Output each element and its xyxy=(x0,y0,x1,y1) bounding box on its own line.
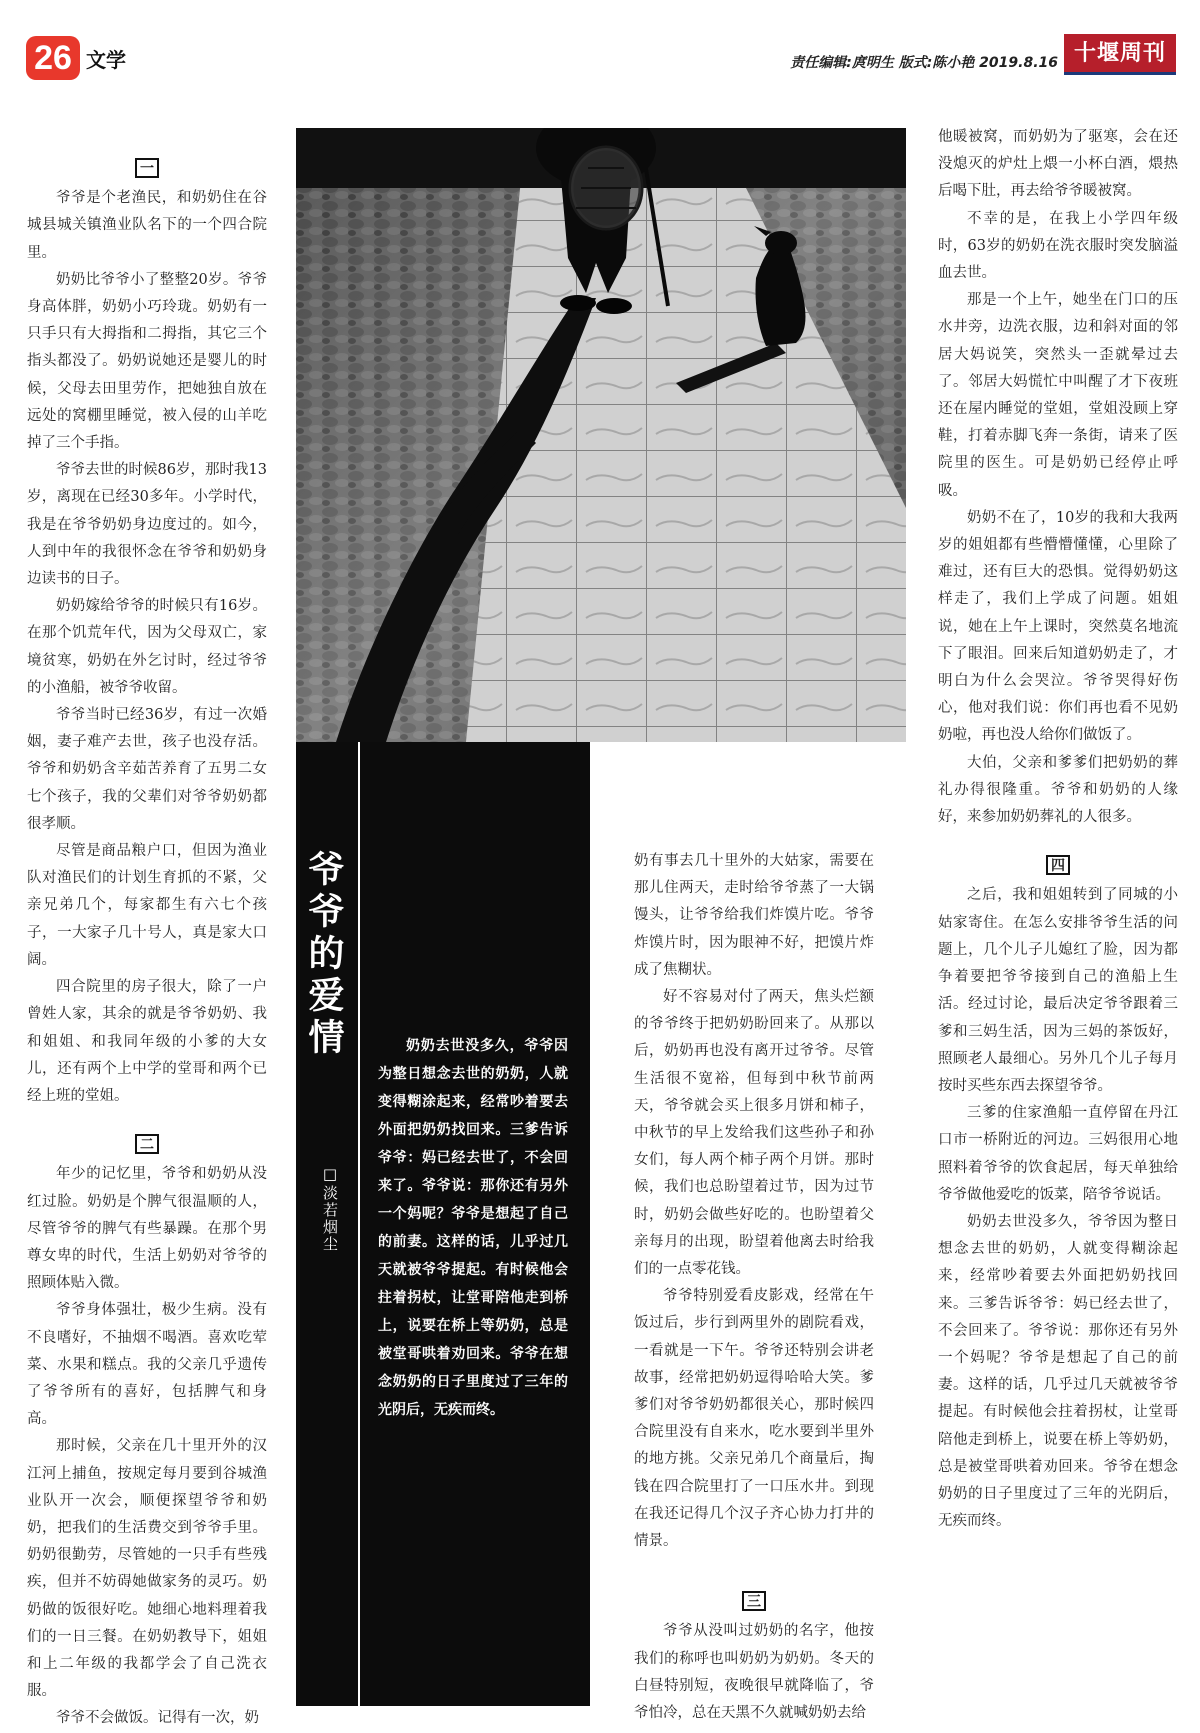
section-heading-1: 一 xyxy=(27,156,267,183)
publication-logo: 十堰周刊 xyxy=(1064,34,1176,72)
article-author: □淡若烟尘 xyxy=(321,1165,339,1253)
paragraph: 那是一个上午，她坐在门口的压水井旁，边洗衣服，边和斜对面的邻居大妈说笑，突然头一歪就晕过去了。邻居大妈慌忙中叫醒了才下夜班还在屋内睡觉的堂姐，堂姐没顾上穿鞋，打着赤脚飞奔一条街，请来了医院里的医生。可是奶奶已经停止呼吸。 xyxy=(938,292,1178,499)
paragraph: 爷爷不会做饭。记得有一次，奶 xyxy=(56,1710,259,1727)
paragraph: 那时候，父亲在几十里开外的汉江河上捕鱼，按规定每月要到谷城渔业队开一次会，顺便探望爷爷和奶奶，把我们的生活费交到爷爷手里。奶奶很勤劳，尽管她的一只手有些残疾，但并不妨碍她做家务的灵巧。奶奶做的饭很好吃。她细心地料理着我们的一日三餐。在奶奶教导下，姐姐和上二年级的我都学会了自己洗衣服。 xyxy=(27,1438,267,1700)
paragraph: 之后，我和姐姐转到了同城的小姑家寄住。在怎么安排爷爷生活的问题上，几个儿子儿媳红了脸，因为都争着要把爷爷接到自己的渔船上生活。经过讨论，最后决定爷爷跟着三爹和三妈生活，因为三妈的茶饭好，照顾老人最细心。另外几个儿子每月按时买些东西去探望爷爷。 xyxy=(938,887,1178,1094)
paragraph: 奶奶嫁给爷爷的时候只有16岁。在那个饥荒年代，因为父母双亡，家境贫寒，奶奶在外乞讨时，经过爷爷的小渔船，被爷爷收留。 xyxy=(27,598,267,696)
section-label: 文学 xyxy=(86,48,126,72)
article-title: 爷爷的爱情 xyxy=(303,850,345,1060)
paragraph: 尽管是商品粮户口，但因为渔业队对渔民们的计划生育抓的不紧，父亲兄弟几个，每家都生有六七个孩子，一大家子几十号人，真是家大口阔。 xyxy=(27,843,267,968)
editor-credits: 责任编辑:庹明生 版式:陈小艳 2019.8.16 xyxy=(790,55,1058,71)
paragraph: 三爹的住家渔船一直停留在丹江口市一桥附近的河边。三妈很用心地照料着爷爷的饮食起居，每天单独给爷爷做他爱吃的饭菜，陪爷爷说话。 xyxy=(938,1105,1178,1203)
article-photo xyxy=(296,128,906,742)
column-4 xyxy=(938,124,1178,1535)
page-number-badge: 26 xyxy=(26,36,80,80)
title-band-divider xyxy=(358,742,360,1706)
paragraph: 他暖被窝，而奶奶为了驱寒，会在还没熄灭的炉灶上煨一小杯白酒，煨热后喝下肚，再去给爷爷暖被窝。 xyxy=(938,129,1178,200)
section-heading-2: 二 xyxy=(27,1132,267,1159)
paragraph: 大伯，父亲和爹爹们把奶奶的葬礼办得很隆重。爷爷和奶奶的人缘好，来参加奶奶葬礼的人很多。 xyxy=(938,754,1178,826)
column-1 xyxy=(27,148,267,1733)
elderly-man-with-dog-photo-icon xyxy=(296,128,906,742)
paragraph: 年少的记忆里，爷爷和奶奶从没红过脸。奶奶是个脾气很温顺的人，尽管爷爷的脾气有些暴躁。在那个男尊女卑的时代，生活上奶奶对爷爷的照顾体贴入微。 xyxy=(27,1166,267,1292)
section-heading-3: 三 xyxy=(634,1589,874,1616)
paragraph: 奶奶比爷爷小了整整20岁。爷爷身高体胖，奶奶小巧玲珑。奶奶有一只手只有大拇指和二拇指，其它三个指头都没了。奶奶说她还是婴儿的时候，父母去田里劳作，把她独自放在远处的窝棚里睡觉，被入侵的山羊吃掉了三个手指。 xyxy=(27,271,267,452)
paragraph: 爷爷特别爱看皮影戏，经常在午饭过后，步行到两里外的剧院看戏，一看就是一下午。爷爷还特别会讲老故事，经常把奶奶逗得哈哈大笑。爹爹们对爷爷奶奶都很关心，那时候四合院里没有自来水，吃水要到半里外的地方挑。父亲兄弟几个商量后，掏钱在四合院里打了一口压水井。到现在我还记得几个汉子齐心协力打井的情景。 xyxy=(634,1288,874,1550)
paragraph: 爷爷去世的时候86岁，那时我13岁，离现在已经30多年。小学时代，我是在爷爷奶奶身边度过的。如今，人到中年的我很怀念在爷爷和奶奶身边读书的日子。 xyxy=(27,462,267,588)
column-3 xyxy=(634,848,874,1727)
paragraph: 奶奶去世没多久，爷爷因为整日想念去世的奶奶，人就变得糊涂起来，经常吵着要去外面把奶奶找回来。三爹告诉爷爷：妈已经去世了，不会回来了。爷爷说：那你还有另外一个妈呢？爷爷是想起了自己的前妻。这样的话，几乎过几天就被爷爷提起。有时候他会拄着拐杖，让堂哥陪他走到桥上，说要在桥上等奶奶，总是被堂哥哄着劝回来。爷爷在想念奶奶的日子里度过了三年的光阴后，无疾而终。 xyxy=(938,1213,1178,1530)
paragraph: 奶奶不在了，10岁的我和大我两岁的姐姐都有些懵懵懂懂，心里除了难过，还有巨大的恐惧。觉得奶奶这样走了，我们上学成了问题。姐姐说，她在上午上课时，突然莫名地流下了眼泪。回来后知道奶奶走了，才明白为什么会哭泣。爷爷哭得好伤心，他对我们说：你们再也看不见奶奶啦，再也没人给你们做饭了。 xyxy=(938,509,1178,744)
logo-underline xyxy=(1064,72,1176,75)
paragraph: 四合院里的房子很大，除了一户曾姓人家，其余的就是爷爷奶奶、我和姐姐、和我同年级的小爹的大女儿，还有两个上中学的堂哥和两个已经上班的堂姐。 xyxy=(27,979,267,1104)
paragraph: 不幸的是，在我上小学四年级时，63岁的奶奶在洗衣服时突发脑溢血去世。 xyxy=(938,210,1178,282)
paragraph: 好不容易对付了两天，焦头烂额的爷爷终于把奶奶盼回来了。从那以后，奶奶再也没有离开过爷爷。尽管生活很不宽裕，但每到中秋节前两天，爷爷就会买上很多月饼和柿子，中秋节的早上发给我们这些孙子和孙女们，每人两个柿子两个月饼。那时候，我们也总盼望着过节，因为过节时，奶奶会做些好吃的。也盼望着父亲每月的出现，盼望着他离去时给我们的一点零花钱。 xyxy=(634,989,874,1278)
paragraph: 奶有事去几十里外的大姑家，需要在那儿住两天，走时给爷爷蒸了一大锅馒头，让爷爷给我们炸馍片吃。爷爷炸馍片时，因为眼神不好，把馍片炸成了焦糊状。 xyxy=(634,853,874,978)
paragraph: 爷爷是个老渔民，和奶奶住在谷城县城关镇渔业队名下的一个四合院里。 xyxy=(27,190,267,261)
pull-quote: 奶奶去世没多久，爷爷因为整日想念去世的奶奶，人就变得糊涂起来，经常吵着要去外面把奶奶找回来。三爹告诉爷爷：妈已经去世了，不会回来了。爷爷说：那你还有另外一个妈呢？爷爷是想起了自己的前妻。这样的话，儿乎过几天就被爷爷提起。有时候他会拄着拐杖，让堂哥陪他走到桥上，说要在桥上等奶奶，总是被堂哥哄着劝回来。爷爷在想念奶奶的日子里度过了三年的光阴后，无疾而终。 xyxy=(378,1038,568,1418)
paragraph: 爷爷身体强壮，极少生病。没有不良嗜好，不抽烟不喝酒。喜欢吃荤菜、水果和糕点。我的父亲几乎遗传了爷爷所有的喜好，包括脾气和身高。 xyxy=(27,1302,267,1428)
page-header xyxy=(0,0,1200,120)
paragraph: 爷爷从没叫过奶奶的名字，他按我们的称呼也叫奶奶为奶奶。冬天的白昼特别短，夜晚很早就降临了，爷爷怕冷，总在天黑不久就喊奶奶去给 xyxy=(634,1623,874,1722)
paragraph: 爷爷当时已经36岁，有过一次婚姻，妻子难产去世，孩子也没存活。爷爷和奶奶含辛茹苦养育了五男二女七个孩子，我的父辈们对爷爷奶奶都很孝顺。 xyxy=(27,707,267,832)
section-heading-4: 四 xyxy=(938,853,1178,880)
